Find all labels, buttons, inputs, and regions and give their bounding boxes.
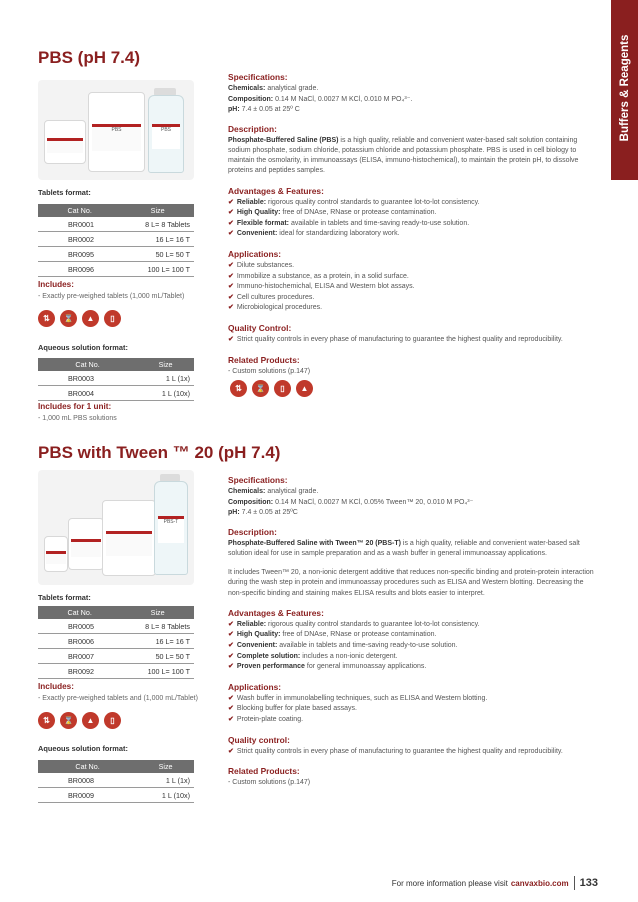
col-cat-no: Cat No. — [38, 204, 121, 217]
unit-includes-title: Includes for 1 unit: — [38, 402, 112, 411]
footer — [392, 876, 598, 890]
check-icon: ✔ — [228, 272, 234, 280]
tablets-table — [38, 204, 194, 277]
table-row: BR0096 100 L= 100 T — [38, 262, 194, 277]
list-item: ✔ Convenient: available in tablets and time-saving ready-to-use solution. — [228, 641, 458, 649]
check-icon: ✔ — [228, 641, 234, 649]
tablets-format-label: Tablets format: — [38, 188, 91, 197]
list-item: ✔ Immobilize a substance, as a protein, in a solid surface. — [228, 272, 409, 280]
tube-icon: ▯ — [274, 380, 291, 397]
jar-label: PBS — [92, 124, 140, 150]
check-icon: ✔ — [228, 694, 234, 702]
thermometer-icon: ⇅ — [230, 380, 247, 397]
unit-includes-text: - 1,000 mL PBS solutions — [38, 415, 117, 422]
table-row: BR0006 16 L= 16 T — [38, 634, 194, 649]
tablets-format-label: Tablets format: — [38, 593, 91, 602]
section-title-pbst: PBS with Tween ™ 20 (pH 7.4) — [38, 443, 281, 462]
check-icon: ✔ — [228, 631, 234, 639]
check-icon: ✔ — [228, 705, 234, 713]
check-icon: ✔ — [228, 283, 234, 291]
check-icon: ✔ — [228, 747, 234, 755]
list-item: ✔ Blocking buffer for plate based assays. — [228, 705, 357, 713]
list-item: ✔ Immuno-histochemichal, ELISA and Western blot assays. — [228, 283, 415, 291]
list-item: ✔ Proven performance for general immunoassay applications. — [228, 663, 427, 671]
check-icon: ✔ — [228, 198, 234, 206]
medium-jar — [68, 518, 104, 570]
list-item: ✔ Complete solution: includes a non-ionic detergent. — [228, 652, 398, 660]
list-item: ✔ Flexible format: available in tablets and time-saving ready-to-use solution. — [228, 219, 470, 227]
thermometer-icon: ⇅ — [38, 712, 55, 729]
aqueous-format-label: Aqueous solution format: — [38, 343, 128, 352]
advantages-title: Advantages & Features: — [228, 185, 324, 196]
tube-icon: ▯ — [104, 712, 121, 729]
product-image-pbst — [38, 470, 194, 585]
list-item: ✔ Convenient: ideal for standardizing laboratory work. — [228, 230, 400, 238]
large-jar — [102, 500, 156, 576]
table-row: BR0002 16 L= 16 T — [38, 232, 194, 247]
product-image-pbs — [38, 80, 194, 180]
flame-icon: ▲ — [82, 310, 99, 327]
tube-icon: ▯ — [104, 310, 121, 327]
check-icon: ✔ — [228, 293, 234, 301]
tablets-table: Cat No. Size BR0005 8 L= 8 Tablets BR0006 16 L= 16 T BR0007 50 L= 50 T BR0092 100 L= 100 T — [38, 606, 194, 679]
list-item: ✔ Reliable: rigorous quality control standards to guarantee lot-to-lot consistency. — [228, 620, 480, 628]
table-row: BR0003 1 L (1x) — [38, 371, 194, 386]
table-row: BR0001 8 L= 8 Tablets — [38, 217, 194, 232]
section-tab — [611, 0, 638, 180]
hourglass-icon: ⌛ — [60, 310, 77, 327]
list-item: ✔ Strict quality controls in every phase of manufacturing to guarantee the highest quality and reproducibility. — [228, 747, 563, 755]
check-icon: ✔ — [228, 219, 234, 227]
col-size: Size — [121, 204, 194, 217]
table-row: BR0008 1 L (1x) — [38, 773, 194, 788]
storage-icons — [38, 712, 121, 729]
hourglass-icon: ⌛ — [252, 380, 269, 397]
list-item: ✔ Wash buffer in immunolabelling techniques, such as ELISA and Western blotting. — [228, 694, 488, 702]
details-pbs: Specifications: Chemicals: analytical grade. Composition: 0.14 M NaCl, 0.0027 M KCl, 0.010 M PO₄³⁻. pH: 7.4 ± 0.05 at 25º C Description: Phosphate-Buffered Saline (PBS) is a high quality, reliable and convenient water-based salt solution containing sodium phosphate, sodium chloride, potassium chloride and potassium phosphate. PBS is used in cell biology to maintain the osmolarity, in immunoassays (ELISA, immuno-histochemical), to maintain the protein pH, to dissolve proteins and peptides samples. Advantages & Features: ✔ Reliable: rigorous quality control standards to guarantee lot-to-lot consistency. ✔ High Quality: free of DNAse, RNase or protease contamination. ✔ Flexible format: available in tablets and time-saving ready-to-use solution. ✔ Convenient: ideal for standardizing laboratory work. Applications: ✔ Dilute substances. ✔ Immobilize a substance, as a protein, in a solid surface. ✔ Immuno-histochemichal, ELISA and Western blot assays. ✔ Cell cultures procedures. ✔ Microbiological procedures. Quality Control: ✔ Strict quality controls in every phase of manufacturing to guarantee the highest quality and reproducibility. Related Products: - Custom solutions (p.147) — [228, 72, 598, 377]
table-row: BR0007 50 L= 50 T — [38, 649, 194, 664]
description-2: It includes Tween™ 20, a non-ionic detergent additive that reduces non-specific binding and protein-protein interaction during the wash step in protein and immunoassay procedures such as ELISA and Western blotting. Decreasing the non-specific binding and staining makes ELISA results and blots easier to interpret. — [228, 569, 594, 597]
desc-title: Description: — [228, 123, 277, 134]
table-row: BR0004 1 L (10x) — [38, 386, 194, 401]
list-item: ✔ Dilute substances. — [228, 261, 295, 269]
list-item: ✔ Strict quality controls in every phase of manufacturing to guarantee the highest quality and reproducibility. — [228, 335, 563, 343]
check-icon: ✔ — [228, 304, 234, 312]
includes-text: - Exactly pre-weighed tablets (1,000 mL/Tablet) — [38, 293, 185, 300]
includes-title: Includes: — [38, 280, 74, 289]
footer-text: For more information please visit — [391, 878, 508, 888]
applications-title: Applications: — [228, 248, 282, 259]
check-icon: ✔ — [228, 209, 234, 217]
section-tab-label: Buffers & Reagents — [618, 34, 631, 142]
check-icon: ✔ — [228, 261, 234, 269]
website-link[interactable]: canvaxbio.com — [510, 878, 569, 888]
spec-title: Specifications: — [228, 72, 288, 82]
storage-icons-right — [230, 380, 313, 397]
check-icon: ✔ — [228, 230, 234, 238]
table-row: BR0009 1 L (10x) — [38, 788, 194, 803]
includes-title: Includes: — [38, 682, 74, 691]
related-title: Related Products: — [228, 354, 300, 365]
check-icon: ✔ — [228, 335, 234, 343]
check-icon: ✔ — [228, 715, 234, 723]
small-jar — [44, 120, 86, 164]
footer-divider — [574, 876, 575, 890]
large-jar — [88, 92, 145, 172]
check-icon: ✔ — [228, 652, 234, 660]
description: Phosphate-Buffered Saline with Tween™ 20 (PBS-T) is a high quality, reliable and convenient water-based salt solution ideal for use in sample preparation and as a wash buffer in general immunoassay applications. — [228, 539, 580, 557]
details-pbst: Specifications: Chemicals: analytical grade. Composition: 0.14 M NaCl, 0.0027 M KCl, 0.05% Tween™ 20, 0.010 M PO₄³⁻ pH: 7.4 ± 0.05 at 25ºC Description: Phosphate-Buffered Saline with Tween™ 20 (PBS-T) is a high quality, reliable and convenient water-based salt solution ideal for use in sample preparation and as a wash buffer in general immunoassay applications. It includes Tween™ 20, a non-ionic detergent additive that reduces non-specific binding and protein-protein interaction during the wash step in protein and immunoassay procedures such as ELISA and Western blotting. Decreasing the non-specific binding and staining makes ELISA results and blots easier to interpret. Advantages & Features: ✔ Reliable: rigorous quality control standards to guarantee lot-to-lot consistency. ✔ High Quality: free of DNAse, RNase or protease contamination. ✔ Convenient: available in tablets and time-saving ready-to-use solution. ✔ Complete solution: includes a non-ionic detergent. ✔ Proven performance for general immunoassay applications. Applications: ✔ Wash buffer in immunolabelling techniques, such as ELISA and Western blotting. ✔ Blocking buffer for plate based assays. ✔ Protein-plate coating. Quality control: ✔ Strict quality controls in every phase of manufacturing to guarantee the highest quality and reproducibility. Related Products: - Custom solutions (p.147) — [228, 475, 598, 789]
list-item: ✔ High Quality: free of DNAse, RNase or protease contamination. — [228, 631, 437, 639]
page-number: 133 — [579, 877, 598, 889]
storage-icons — [38, 310, 121, 327]
list-item: ✔ High Quality: free of DNAse, RNase or protease contamination. — [228, 209, 437, 217]
thermometer-icon: ⇅ — [38, 310, 55, 327]
hourglass-icon: ⌛ — [60, 712, 77, 729]
flame-icon: ▲ — [82, 712, 99, 729]
bottle: PBS — [148, 95, 184, 173]
related-text: - Custom solutions (p.147) — [228, 367, 311, 375]
list-item: ✔ Cell cultures procedures. — [228, 293, 315, 301]
description: Phosphate-Buffered Saline (PBS) is a high quality, reliable and convenient water-based salt solution containing sodium phosphate, sodium chloride, potassium chloride and potassium phosphate. PBS is used in cell biology to maintain the osmolarity, in immunoassays (ELISA, immuno-histochemical), to maintain the protein pH, to dissolve proteins and peptides samples. — [228, 136, 579, 175]
bottle: PBS-T — [154, 481, 188, 575]
small-jar — [44, 536, 68, 572]
table-row: BR0095 50 L= 50 T — [38, 247, 194, 262]
table-row: BR0092 100 L= 100 T — [38, 664, 194, 679]
section-title-pbs: PBS (pH 7.4) — [38, 48, 141, 67]
check-icon: ✔ — [228, 663, 234, 671]
aqueous-table: Cat No. Size BR0008 1 L (1x) BR0009 1 L (10x) — [38, 760, 194, 803]
flame-icon: ▲ — [296, 380, 313, 397]
aqueous-table: Cat No. Size BR0003 1 L (1x) BR0004 1 L (10x) — [38, 358, 194, 401]
table-row: BR0005 8 L= 8 Tablets — [38, 619, 194, 634]
qc-title: Quality Control: — [228, 322, 292, 333]
aqueous-format-label: Aqueous solution format: — [38, 744, 128, 753]
list-item: ✔ Reliable: rigorous quality control standards to guarantee lot-to-lot consistency. — [228, 198, 480, 206]
list-item: ✔ Microbiological procedures. — [228, 304, 323, 312]
list-item: ✔ Protein-plate coating. — [228, 715, 304, 723]
includes-text: - Exactly pre-weighed tablets and (1,000 mL/Tablet) — [38, 695, 198, 702]
check-icon: ✔ — [228, 620, 234, 628]
